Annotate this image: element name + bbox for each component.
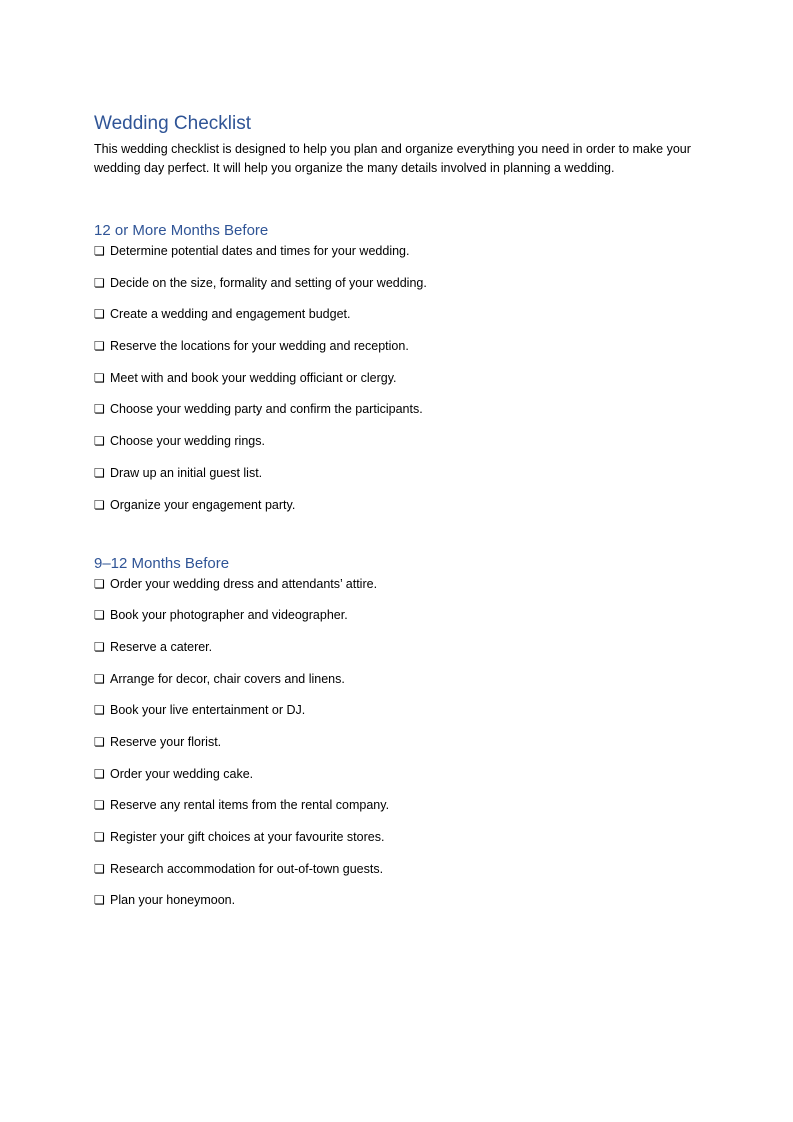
checkbox-icon[interactable]: ❏: [94, 671, 105, 686]
section-heading: 9–12 Months Before: [94, 554, 230, 572]
checklist-item-label: Choose your wedding party and confirm the participants.: [110, 402, 423, 417]
checklist-item[interactable]: [94, 370, 704, 387]
checklist: [94, 243, 704, 514]
checklist-item[interactable]: [94, 306, 704, 323]
checklist-item[interactable]: [94, 702, 704, 719]
checkbox-icon[interactable]: ❏: [94, 893, 105, 908]
checklist-item[interactable]: [94, 892, 704, 909]
checkbox-icon[interactable]: ❏: [94, 497, 105, 512]
checklist-item[interactable]: [94, 497, 704, 514]
checklist-item-label: Reserve any rental items from the rental company.: [110, 798, 390, 813]
checklist-item[interactable]: [94, 338, 704, 355]
checklist-item-label: Order your wedding dress and attendants’ attire.: [110, 576, 378, 591]
checkbox-icon[interactable]: ❏: [94, 370, 105, 385]
checklist-item[interactable]: [94, 243, 704, 260]
checkbox-icon[interactable]: ❏: [94, 639, 105, 654]
checklist-item-label: Draw up an initial guest list.: [110, 465, 263, 480]
checkbox-icon[interactable]: ❏: [94, 434, 105, 449]
checklist-item[interactable]: [94, 734, 704, 751]
document-page: [94, 112, 704, 924]
checklist-item-label: Choose your wedding rings.: [110, 434, 265, 449]
checkbox-icon[interactable]: ❏: [94, 798, 105, 813]
checkbox-icon[interactable]: ❏: [94, 861, 105, 876]
checklist-item-label: Reserve the locations for your wedding and reception.: [110, 339, 409, 354]
checklist-item[interactable]: [94, 829, 704, 846]
checklist-item[interactable]: [94, 861, 704, 878]
checklist-item[interactable]: [94, 766, 704, 783]
checklist-item-label: Plan your honeymoon.: [110, 893, 236, 908]
checkbox-icon[interactable]: ❏: [94, 339, 105, 354]
section-heading: 12 or More Months Before: [94, 222, 269, 239]
checklist-item[interactable]: [94, 275, 704, 292]
checkbox-icon[interactable]: ❏: [94, 244, 105, 258]
checkbox-icon[interactable]: ❏: [94, 402, 105, 417]
checkbox-icon[interactable]: ❏: [94, 703, 105, 718]
checklist-item-label: Register your gift choices at your favourite stores.: [110, 830, 385, 844]
checklist-item-label: Reserve your florist.: [110, 734, 222, 749]
checklist-item-label: Book your live entertainment or DJ.: [110, 703, 306, 718]
checkbox-icon[interactable]: ❏: [94, 307, 105, 322]
checkbox-icon[interactable]: ❏: [94, 766, 105, 781]
section-9-12-months: [94, 554, 704, 910]
checkbox-icon[interactable]: ❏: [94, 576, 105, 591]
checklist-item[interactable]: [94, 465, 704, 482]
checklist-item-label: Decide on the size, formality and setting of your wedding.: [110, 275, 427, 290]
intro-paragraph: This wedding checklist is designed to help you plan and organize everything you need in order to make your wedding day perfect. It will help you organize the many details involved in planning a wedding.: [94, 142, 691, 175]
checklist-item[interactable]: [94, 639, 704, 656]
checklist-item[interactable]: [94, 607, 704, 624]
checklist-item[interactable]: [94, 671, 704, 688]
document-title: Wedding Checklist: [94, 113, 252, 134]
section-12-months: [94, 221, 704, 514]
checklist: [94, 576, 704, 910]
checkbox-icon[interactable]: ❏: [94, 734, 105, 749]
checklist-item-label: Reserve a caterer.: [110, 639, 213, 654]
checklist-item-label: Arrange for decor, chair covers and linens.: [110, 671, 345, 686]
checklist-item-label: Determine potential dates and times for your wedding.: [110, 244, 410, 258]
checklist-item-label: Meet with and book your wedding officiant or clergy.: [110, 370, 397, 385]
checklist-item[interactable]: [94, 433, 704, 450]
checkbox-icon[interactable]: ❏: [94, 830, 105, 844]
checklist-item[interactable]: [94, 576, 704, 593]
checklist-item-label: Create a wedding and engagement budget.: [110, 307, 351, 322]
checklist-item-label: Organize your engagement party.: [110, 497, 296, 512]
checklist-item-label: Order your wedding cake.: [110, 766, 254, 781]
checklist-item-label: Research accommodation for out-of-town guests.: [110, 861, 384, 876]
checkbox-icon[interactable]: ❏: [94, 275, 105, 290]
checklist-item[interactable]: [94, 797, 704, 814]
checklist-item[interactable]: [94, 401, 704, 418]
checkbox-icon[interactable]: ❏: [94, 608, 105, 623]
checklist-item-label: Book your photographer and videographer.: [110, 608, 348, 623]
checkbox-icon[interactable]: ❏: [94, 465, 105, 480]
